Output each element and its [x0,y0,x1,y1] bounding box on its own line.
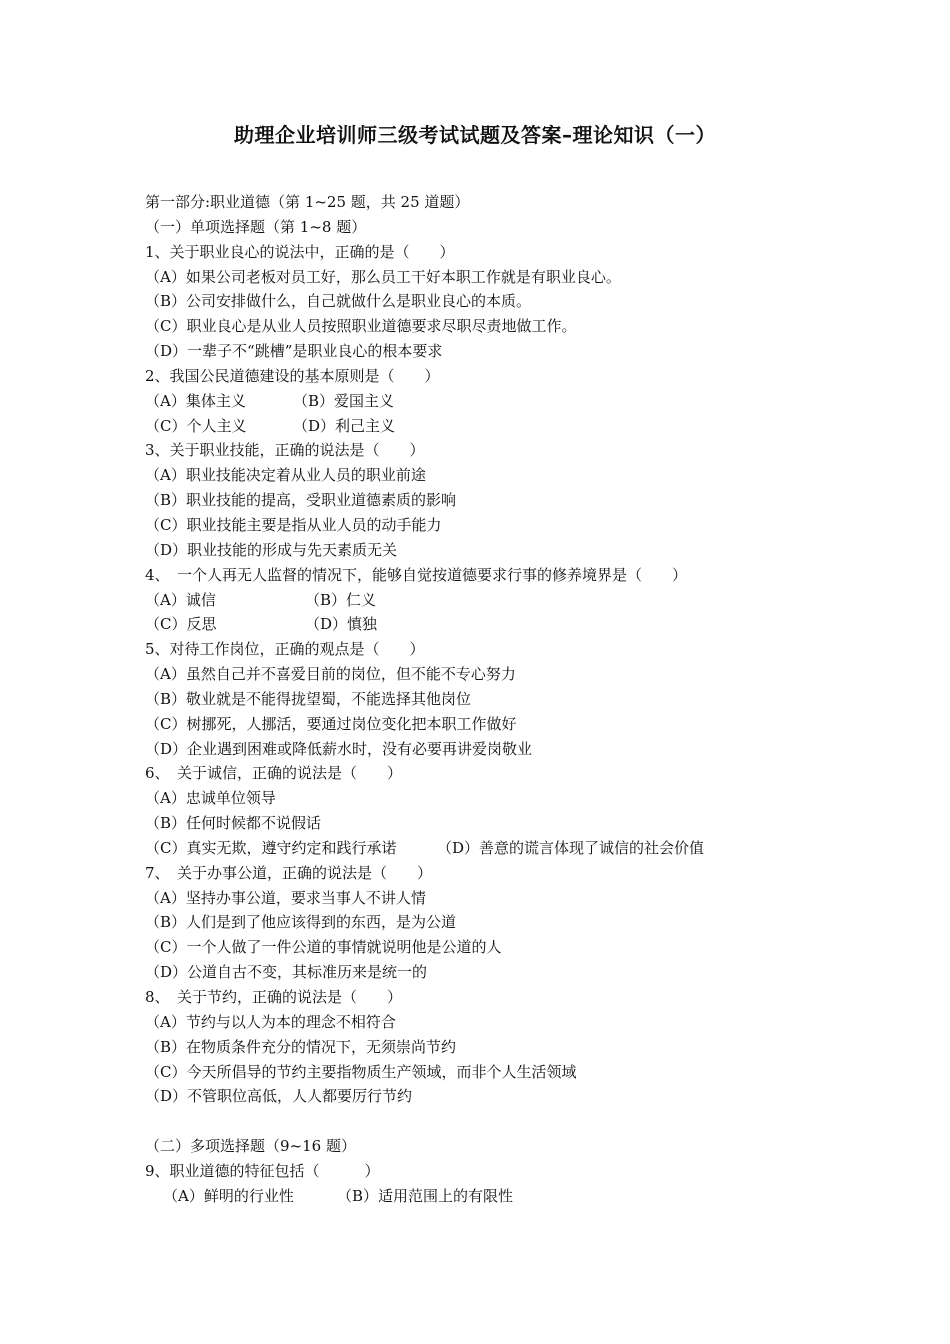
question-3-option-a: （A）职业技能决定着从业人员的职业前途 [145,466,426,485]
question-5-option-d: （D）企业遇到困难或降低薪水时，没有必要再讲爱岗敬业 [145,739,533,758]
question-2-option-d: （D）利己主义 [293,416,396,435]
question-2-stem: 2、我国公民道德建设的基本原则是（ ） [145,366,440,385]
question-4-stem: 4、 一个人再无人监督的情况下，能够自觉按道德要求行事的修养境界是（ ） [145,565,688,584]
question-2-option-a: （A）集体主义 [145,391,246,410]
question-4-option-b: （B）仁义 [305,590,377,609]
question-6-option-d: （D）善意的谎言体现了诚信的社会价值 [437,838,705,857]
page-title: 助理企业培训师三级考试试题及答案–理论知识（一） [234,123,716,147]
section-heading-single-choice: （一）单项选择题（第 1~8 题） [145,217,367,236]
question-5-option-b: （B）敬业就是不能得拢望蜀，不能选择其他岗位 [145,689,472,708]
question-7-stem: 7、 关于办事公道，正确的说法是（ ） [145,863,433,882]
question-1-option-a: （A）如果公司老板对员工好，那么员工干好本职工作就是有职业良心。 [145,267,621,286]
question-7-option-b: （B）人们是到了他应该得到的东西，是为公道 [145,913,457,932]
question-2-options-row-1 [145,389,865,414]
question-2-option-b: （B）爱国主义 [293,391,395,410]
question-3-option-b: （B）职业技能的提高，受职业道德素质的影响 [145,491,457,510]
document-body [145,190,865,1209]
question-1-option-d: （D）一辈子不“跳槽”是职业良心的根本要求 [145,342,443,361]
question-5-option-c: （C）树挪死，人挪活，要通过岗位变化把本职工作做好 [145,714,517,733]
question-8-stem: 8、 关于节约，正确的说法是（ ） [145,988,403,1006]
question-9-options-row [145,1184,865,1209]
question-1-option-b: （B）公司安排做什么，自己就做什么是职业良心的本质。 [145,292,532,311]
question-3-option-d: （D）职业技能的形成与先天素质无关 [145,540,398,559]
section-heading-multiple-choice: （二）多项选择题（9~16 题） [145,1137,356,1156]
question-3-option-c: （C）职业技能主要是指从业人员的动手能力 [145,515,442,534]
question-6-option-a: （A）忠诚单位领导 [145,789,276,808]
question-9-option-b: （B）适用范围上的有限性 [337,1186,514,1205]
question-1-stem: 1、关于职业良心的说法中，正确的是（ ） [145,242,455,261]
question-5-stem: 5、对待工作岗位，正确的观点是（ ） [145,640,425,659]
question-8-option-a: （A）节约与以人为本的理念不相符合 [145,1012,396,1031]
question-3-stem: 3、关于职业技能，正确的说法是（ ） [145,441,425,460]
question-4-option-c: （C）反思 [145,615,217,634]
question-9-stem: 9、职业道德的特征包括（ ） [145,1161,380,1180]
question-2-options-row-2 [145,414,865,439]
question-6-option-b: （B）任何时候都不说假话 [145,814,322,833]
question-6-stem: 6、 关于诚信，正确的说法是（ ） [145,764,403,783]
question-8-option-b: （B）在物质条件充分的情况下，无须崇尚节约 [145,1037,457,1056]
question-4-options-row-1 [145,588,865,613]
question-7-option-a: （A）坚持办事公道，要求当事人不讲人情 [145,888,426,907]
question-9-option-a: （A）鲜明的行业性 [163,1186,294,1205]
question-4-options-row-2 [145,612,865,637]
question-7-option-c: （C）一个人做了一件公道的事情就说明他是公道的人 [145,938,502,957]
question-8-option-c: （C）今天所倡导的节约主要指物质生产领域，而非个人生活领域 [145,1062,577,1081]
blank-line [145,1109,865,1134]
question-4-option-a: （A）诚信 [145,590,216,609]
question-2-option-c: （C）个人主义 [145,416,247,435]
question-6-option-c: （C）真实无欺，遵守约定和践行承诺 [145,838,397,857]
question-1-option-c: （C）职业良心是从业人员按照职业道德要求尽职尽责地做工作。 [145,317,577,336]
question-7-option-d: （D）公道自古不变，其标准历来是统一的 [145,963,428,982]
question-4-option-d: （D）慎独 [305,615,378,634]
question-5-option-a: （A）虽然自己并不喜爱目前的岗位，但不能不专心努力 [145,665,516,684]
question-6-options-row [145,836,865,861]
part-heading: 第一部分:职业道德（第 1~25 题，共 25 道题） [145,193,470,211]
question-8-option-d: （D）不管职位高低，人人都要厉行节约 [145,1087,413,1106]
